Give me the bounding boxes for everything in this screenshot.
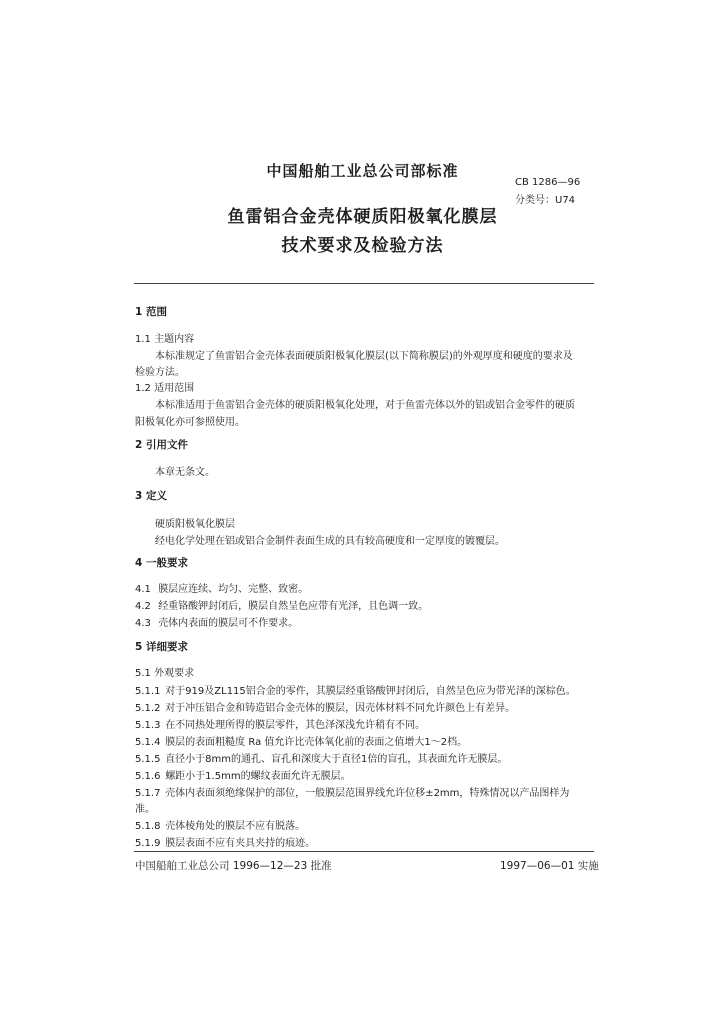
list-item bbox=[135, 767, 351, 782]
item-number: 5.1.4 bbox=[135, 737, 161, 748]
list-item bbox=[135, 597, 428, 612]
list-item bbox=[135, 817, 305, 832]
list-item bbox=[135, 834, 315, 849]
item-text: 膜层表面不应有夹具夹持的痕迹。 bbox=[165, 838, 316, 849]
section-1-2-body-line1: 本标准适用于鱼雷铝合金壳体的硬质阳极氧化处理，对于鱼雷壳体以外的铝或铝合金零件的硬质 bbox=[155, 400, 575, 411]
document-title-line1: 鱼雷铝合金壳体硬质阳极氧化膜层 bbox=[227, 207, 498, 227]
section-1-1-heading: 1.1 主题内容 bbox=[135, 334, 195, 345]
section-1-1-body-line2: 检验方法。 bbox=[135, 367, 185, 378]
item-text: 壳体内表面须绝缘保护的部位，一般膜层范围界线允许位移±2mm，特殊情况以产品图样为 bbox=[165, 788, 570, 799]
document-title-line2: 技术要求及检验方法 bbox=[281, 236, 444, 256]
approval-date: 中国船舶工业总公司 1996—12—23 批准 bbox=[135, 860, 332, 872]
item-text: 准。 bbox=[135, 804, 155, 815]
item-text: 壳体棱角处的膜层不应有脱落。 bbox=[165, 821, 306, 832]
item-text: 在不同热处理所得的膜层零件，其色泽深浅允许稍有不同。 bbox=[165, 720, 426, 731]
item-number: 5.1.6 bbox=[135, 771, 161, 782]
classification-number: 分类号：U74 bbox=[515, 195, 576, 206]
item-text: 对于冲压铝合金和铸造铝合金壳体的膜层，因壳体材料不同允许颜色上有差异。 bbox=[165, 703, 516, 714]
section-4-heading: 4 一般要求 bbox=[135, 557, 188, 569]
list-item bbox=[135, 716, 425, 731]
item-number: 5.1.1 bbox=[135, 686, 161, 697]
item-number: 4.1 bbox=[135, 584, 151, 595]
item-number: 5.1.8 bbox=[135, 821, 161, 832]
item-number: 4.3 bbox=[135, 618, 151, 629]
section-1-heading: 1 范围 bbox=[135, 306, 167, 318]
list-item bbox=[135, 682, 576, 697]
item-text: 经重铬酸钾封闭后，膜层自然呈色应带有光泽，且色调一致。 bbox=[158, 601, 429, 612]
item-text: 壳体内表面的膜层可不作要求。 bbox=[158, 618, 299, 629]
section-1-2-body-line2: 阳极氧化亦可参照使用。 bbox=[135, 417, 245, 428]
header-divider bbox=[134, 283, 594, 284]
item-text: 螺距小于1.5mm的螺纹表面允许无膜层。 bbox=[165, 771, 351, 782]
list-item bbox=[135, 784, 569, 799]
section-5-1-heading: 5.1 外观要求 bbox=[135, 668, 195, 679]
section-2-body: 本章无条文。 bbox=[155, 467, 215, 478]
item-text: 对于919及ZL115铝合金的零件，其膜层经重铬酸钾封闭后，自然呈色应为带光泽的深棕色。 bbox=[165, 686, 576, 697]
footer-divider bbox=[134, 851, 594, 852]
item-number: 5.1.9 bbox=[135, 838, 161, 849]
list-item bbox=[135, 750, 507, 765]
list-item bbox=[135, 580, 308, 595]
standard-code: CB 1286—96 bbox=[515, 177, 581, 188]
item-text: 膜层应连续、均匀、完整、致密。 bbox=[158, 584, 309, 595]
list-item bbox=[135, 699, 515, 714]
definition-term: 硬质阳极氧化膜层 bbox=[155, 519, 235, 530]
item-number: 4.2 bbox=[135, 601, 151, 612]
section-2-heading: 2 引用文件 bbox=[135, 439, 188, 451]
section-1-2-heading: 1.2 适用范围 bbox=[135, 383, 195, 394]
section-5-heading: 5 详细要求 bbox=[135, 641, 188, 653]
list-item-continuation bbox=[135, 800, 155, 815]
issuing-organization: 中国船舶工业总公司部标准 bbox=[266, 162, 459, 180]
definition-text: 经电化学处理在铝或铝合金制件表面生成的具有较高硬度和一定厚度的镀覆层。 bbox=[155, 536, 505, 547]
section-3-heading: 3 定义 bbox=[135, 490, 167, 502]
item-number: 5.1.2 bbox=[135, 703, 161, 714]
implementation-date: 1997—06—01 实施 bbox=[500, 860, 599, 872]
list-item bbox=[135, 614, 298, 629]
item-number: 5.1.7 bbox=[135, 788, 161, 799]
section-1-1-body-line1: 本标准规定了鱼雷铝合金壳体表面硬质阳极氧化膜层(以下简称膜层)的外观厚度和硬度的要求及 bbox=[155, 351, 573, 362]
item-text: 直径小于8mm的通孔、盲孔和深度大于直径1倍的盲孔，其表面允许无膜层。 bbox=[165, 754, 508, 765]
list-item bbox=[135, 733, 467, 748]
item-number: 5.1.3 bbox=[135, 720, 161, 731]
item-text: 膜层的表面粗糙度 Ra 值允许比壳体氧化前的表面之值增大1～2档。 bbox=[165, 737, 468, 748]
item-number: 5.1.5 bbox=[135, 754, 161, 765]
